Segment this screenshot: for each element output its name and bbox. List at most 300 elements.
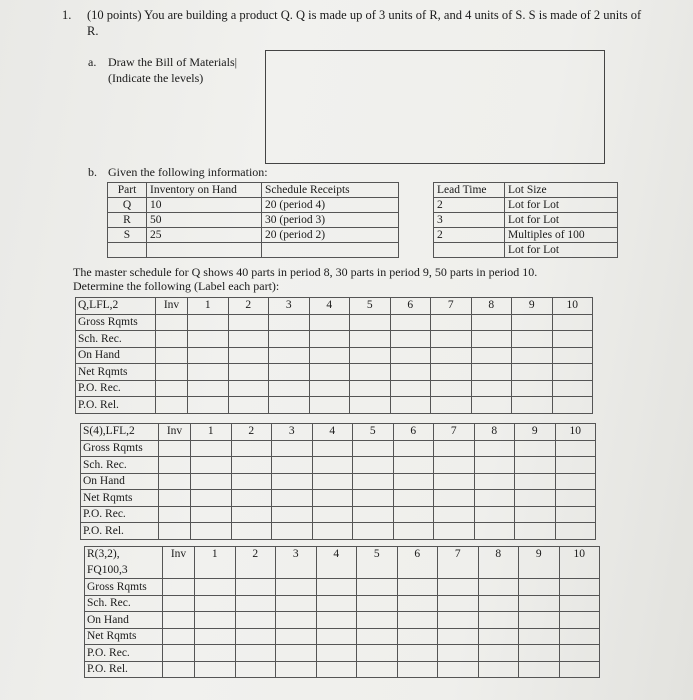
part-a-line1: Draw the Bill of Materials| [108,55,238,69]
mrp-period-cell[interactable] [350,331,391,348]
info-header-cell: Lot Size [505,183,618,198]
mrp-period-header: 10 [552,298,593,315]
mrp-period-header: 2 [235,547,276,579]
info-row [108,198,618,213]
mrp-period-header: 5 [357,547,398,579]
mrp-period-header: 10 [559,547,600,579]
mrp-period-cell[interactable] [390,331,431,348]
mrp-period-header: 4 [309,298,350,315]
mrp-period-cell[interactable] [390,347,431,364]
info-cell: 20 (period 4) [262,198,399,213]
mrp-period-cell[interactable] [559,661,600,678]
info-cell: Q [108,198,147,213]
mrp-period-cell[interactable] [434,523,475,540]
mrp-period-cell[interactable] [559,628,600,645]
mrp-period-cell[interactable] [559,612,600,629]
mrp-period-header: 7 [438,547,479,579]
mrp-row [85,661,600,678]
mrp-period-cell[interactable] [478,645,519,662]
mrp-period-cell[interactable] [231,490,272,507]
mrp-row-label: P.O. Rec. [85,645,163,662]
mrp-period-cell[interactable] [231,457,272,474]
mrp-period-cell[interactable] [474,506,515,523]
mrp-row [81,473,596,490]
mrp-period-cell[interactable] [188,397,229,414]
mrp-period-cell[interactable] [393,490,434,507]
mrp-period-cell[interactable] [357,628,398,645]
info-cell: Multiples of 100 [505,228,618,243]
info-spacer [399,198,434,213]
mrp-period-cell[interactable] [276,579,317,596]
mrp-period-cell[interactable] [515,457,556,474]
mrp-inv-header: Inv [159,424,191,441]
mrp-period-cell[interactable] [552,397,593,414]
mrp-period-cell[interactable] [474,473,515,490]
mrp-row-label: On Hand [81,473,159,490]
info-cell: R [108,213,147,228]
info-cell [262,243,399,258]
mrp-period-cell[interactable] [555,490,596,507]
mrp-period-header: 9 [512,298,553,315]
mrp-row [76,380,593,397]
mrp-row [81,506,596,523]
mrp-period-cell[interactable] [235,628,276,645]
mrp-row [85,612,600,629]
mrp-period-cell[interactable] [269,331,310,348]
mrp-period-cell[interactable] [235,579,276,596]
mrp-period-cell[interactable] [309,397,350,414]
mrp-period-cell[interactable] [512,314,553,331]
mrp-period-cell[interactable] [393,440,434,457]
mrp-header-row [76,298,593,315]
mrp-inv-cell[interactable] [163,661,195,678]
mrp-period-cell[interactable] [188,314,229,331]
mrp-period-cell[interactable] [438,579,479,596]
mrp-period-cell[interactable] [231,473,272,490]
mrp-period-cell[interactable] [191,457,232,474]
mrp-period-cell[interactable] [269,397,310,414]
mrp-period-cell[interactable] [316,628,357,645]
mrp-period-cell[interactable] [438,628,479,645]
mrp-inv-header: Inv [156,298,188,315]
info-cell: 10 [147,198,262,213]
mrp-period-cell[interactable] [397,645,438,662]
mrp-period-header: 9 [515,424,556,441]
mrp-period-cell[interactable] [353,440,394,457]
mrp-period-cell[interactable] [235,645,276,662]
mrp-period-cell[interactable] [272,440,313,457]
mrp-period-cell[interactable] [269,380,310,397]
mrp-period-header: 8 [478,547,519,579]
mrp-period-cell[interactable] [397,661,438,678]
mrp-period-cell[interactable] [276,612,317,629]
info-cell: 25 [147,228,262,243]
mrp-period-cell[interactable] [393,473,434,490]
mrp-inv-cell[interactable] [156,364,188,381]
mrp-period-cell[interactable] [552,314,593,331]
mrp-period-cell[interactable] [512,331,553,348]
mrp-row [81,523,596,540]
info-header-cell: Lead Time [434,183,505,198]
info-cell: Lot for Lot [505,198,618,213]
mrp-period-header: 2 [231,424,272,441]
mrp-period-cell[interactable] [519,595,560,612]
info-cell [108,243,147,258]
mrp-period-cell[interactable] [316,612,357,629]
mrp-period-cell[interactable] [552,331,593,348]
mrp-title: R(3,2), [87,548,120,560]
part-a-line2: (Indicate the levels) [108,71,204,85]
mrp-period-cell[interactable] [471,347,512,364]
mrp-row [76,397,593,414]
mrp-inv-cell[interactable] [159,440,191,457]
mrp-period-cell[interactable] [555,506,596,523]
info-cell: 20 (period 2) [262,228,399,243]
mrp-inv-cell[interactable] [159,473,191,490]
mrp-period-cell[interactable] [191,506,232,523]
part-a-label: a. [88,55,97,69]
mrp-row [85,628,600,645]
mrp-row-label: P.O. Rel. [81,523,159,540]
mrp-period-cell[interactable] [350,347,391,364]
mrp-period-cell[interactable] [353,457,394,474]
mrp-period-cell[interactable] [276,628,317,645]
mrp-period-cell[interactable] [357,645,398,662]
mrp-period-header: 3 [272,424,313,441]
mrp-period-cell[interactable] [397,612,438,629]
mrp-inv-cell[interactable] [159,457,191,474]
mrp-period-cell[interactable] [272,506,313,523]
mrp-period-cell[interactable] [474,457,515,474]
mrp-period-cell[interactable] [276,595,317,612]
mrp-period-cell[interactable] [195,628,236,645]
info-row [108,243,618,258]
mrp-period-cell[interactable] [471,314,512,331]
mrp-period-cell[interactable] [390,314,431,331]
mrp-period-cell[interactable] [353,490,394,507]
mrp-period-cell[interactable] [512,397,553,414]
mrp-inv-cell[interactable] [156,331,188,348]
mrp-period-cell[interactable] [312,473,353,490]
mrp-period-cell[interactable] [353,473,394,490]
mrp-period-cell[interactable] [478,579,519,596]
mrp-inv-cell[interactable] [156,380,188,397]
mrp-period-cell[interactable] [438,645,479,662]
mrp-title-cell [81,424,159,441]
mrp-period-cell[interactable] [316,595,357,612]
question-number: 1. [62,8,72,22]
mrp-period-cell[interactable] [438,661,479,678]
mrp-table [84,546,600,678]
info-cell [434,243,505,258]
mrp-period-cell[interactable] [188,347,229,364]
mrp-period-cell[interactable] [188,380,229,397]
mrp-inv-cell[interactable] [156,347,188,364]
mrp-period-header: 6 [393,424,434,441]
mrp-period-cell[interactable] [438,595,479,612]
mrp-period-cell[interactable] [195,645,236,662]
mrp-period-cell[interactable] [228,331,269,348]
mrp-period-cell[interactable] [555,457,596,474]
mrp-period-cell[interactable] [559,595,600,612]
mrp-inv-cell[interactable] [159,506,191,523]
mrp-row-label: Sch. Rec. [85,595,163,612]
mrp-period-cell[interactable] [276,661,317,678]
info-table [107,182,618,258]
mrp-inv-cell[interactable] [163,628,195,645]
mrp-period-cell[interactable] [228,397,269,414]
mrp-row-label: Net Rqmts [81,490,159,507]
mrp-inv-cell[interactable] [163,579,195,596]
master-schedule-text [73,265,673,293]
mrp-period-cell[interactable] [390,380,431,397]
mrp-period-cell[interactable] [191,523,232,540]
mrp-period-cell[interactable] [471,380,512,397]
mrp-period-cell[interactable] [195,595,236,612]
mrp-period-cell[interactable] [316,661,357,678]
mrp-period-cell[interactable] [272,523,313,540]
mrp-period-cell[interactable] [555,523,596,540]
mrp-period-header: 3 [276,547,317,579]
mrp-row [85,579,600,596]
mrp-row-label: Sch. Rec. [76,331,156,348]
mrp-period-cell[interactable] [515,473,556,490]
mrp-period-cell[interactable] [228,380,269,397]
mrp-table [80,423,596,540]
mrp-inv-cell[interactable] [159,490,191,507]
mrp-title: S(4),LFL,2 [83,425,135,437]
mrp-inv-cell[interactable] [163,595,195,612]
mrp-period-cell[interactable] [552,380,593,397]
mrp-period-cell[interactable] [357,595,398,612]
mrp-period-cell[interactable] [431,380,472,397]
mrp-period-cell[interactable] [431,331,472,348]
mrp-period-cell[interactable] [519,661,560,678]
mrp-period-cell[interactable] [474,490,515,507]
mrp-inv-cell[interactable] [163,612,195,629]
info-spacer [399,228,434,243]
mrp-period-cell[interactable] [353,523,394,540]
info-cell: Lot for Lot [505,213,618,228]
mrp-period-cell[interactable] [390,397,431,414]
mrp-period-cell[interactable] [312,440,353,457]
master-schedule-line1: The master schedule for Q shows 40 parts in period 8, 30 parts in period 9, 50 parts in period 10. [73,265,538,279]
mrp-period-cell[interactable] [431,347,472,364]
mrp-period-cell[interactable] [434,490,475,507]
mrp-table [75,297,593,414]
mrp-period-cell[interactable] [431,364,472,381]
mrp-row [81,490,596,507]
info-cell: Lot for Lot [505,243,618,258]
mrp-period-cell[interactable] [552,364,593,381]
mrp-period-cell[interactable] [231,440,272,457]
part-b-line1: Given the following information: [108,165,268,179]
mrp-period-cell[interactable] [195,661,236,678]
mrp-period-cell[interactable] [350,314,391,331]
info-cell: 30 (period 3) [262,213,399,228]
mrp-period-cell[interactable] [431,397,472,414]
mrp-row-label: Sch. Rec. [81,457,159,474]
mrp-period-header: 4 [312,424,353,441]
mrp-period-cell[interactable] [478,612,519,629]
mrp-period-cell[interactable] [357,612,398,629]
mrp-period-cell[interactable] [191,473,232,490]
info-cell: 2 [434,228,505,243]
mrp-period-cell[interactable] [312,506,353,523]
mrp-period-cell[interactable] [434,506,475,523]
mrp-period-cell[interactable] [471,397,512,414]
mrp-period-cell[interactable] [393,506,434,523]
mrp-period-cell[interactable] [438,612,479,629]
mrp-period-cell[interactable] [272,473,313,490]
mrp-row-label: On Hand [85,612,163,629]
mrp-period-cell[interactable] [235,612,276,629]
mrp-period-cell[interactable] [552,347,593,364]
mrp-title-cell [76,298,156,315]
question-text: (10 points) You are building a product Q. Q is made up of 3 units of R, and 4 units of S. S is made of 2 units of R. [87,8,642,38]
mrp-period-cell[interactable] [559,579,600,596]
mrp-period-cell[interactable] [478,628,519,645]
mrp-period-cell[interactable] [555,440,596,457]
mrp-period-cell[interactable] [316,579,357,596]
mrp-period-cell[interactable] [393,457,434,474]
mrp-period-cell[interactable] [312,490,353,507]
mrp-period-cell[interactable] [316,645,357,662]
mrp-inv-cell[interactable] [156,314,188,331]
mrp-period-header: 10 [555,424,596,441]
mrp-period-header: 5 [353,424,394,441]
mrp-row [76,331,593,348]
mrp-period-cell[interactable] [188,364,229,381]
mrp-period-cell[interactable] [195,612,236,629]
mrp-period-cell[interactable] [519,645,560,662]
mrp-period-cell[interactable] [512,380,553,397]
mrp-header-row [81,424,596,441]
mrp-period-cell[interactable] [350,397,391,414]
mrp-period-cell[interactable] [309,347,350,364]
mrp-inv-cell[interactable] [159,523,191,540]
mrp-period-cell[interactable] [434,457,475,474]
mrp-row [76,347,593,364]
mrp-period-cell[interactable] [235,595,276,612]
mrp-period-cell[interactable] [471,364,512,381]
mrp-period-cell[interactable] [235,661,276,678]
mrp-period-cell[interactable] [312,523,353,540]
mrp-period-header: 8 [474,424,515,441]
mrp-period-cell[interactable] [478,661,519,678]
mrp-row-label: Gross Rqmts [85,579,163,596]
mrp-period-cell[interactable] [309,331,350,348]
mrp-period-cell[interactable] [478,595,519,612]
mrp-period-cell[interactable] [191,440,232,457]
mrp-period-cell[interactable] [276,645,317,662]
mrp-period-cell[interactable] [350,364,391,381]
info-spacer [399,183,434,198]
mrp-row [81,457,596,474]
mrp-period-cell[interactable] [228,347,269,364]
mrp-period-cell[interactable] [228,314,269,331]
mrp-period-cell[interactable] [397,628,438,645]
info-cell: 3 [434,213,505,228]
mrp-period-cell[interactable] [272,490,313,507]
mrp-row-label: Net Rqmts [76,364,156,381]
mrp-period-cell[interactable] [512,364,553,381]
mrp-row-label: P.O. Rec. [81,506,159,523]
mrp-title-cell [85,547,163,579]
mrp-period-cell[interactable] [559,645,600,662]
bom-answer-box[interactable] [265,50,605,164]
mrp-period-cell[interactable] [515,523,556,540]
mrp-period-cell[interactable] [471,331,512,348]
mrp-period-cell[interactable] [474,440,515,457]
mrp-period-cell[interactable] [195,579,236,596]
mrp-period-cell[interactable] [357,661,398,678]
mrp-inv-cell[interactable] [156,397,188,414]
mrp-period-cell[interactable] [515,490,556,507]
mrp-period-header: 1 [188,298,229,315]
info-header-cell: Part [108,183,147,198]
mrp-period-cell[interactable] [269,364,310,381]
mrp-period-cell[interactable] [519,579,560,596]
mrp-period-cell[interactable] [434,473,475,490]
mrp-period-cell[interactable] [397,595,438,612]
mrp-period-cell[interactable] [231,506,272,523]
mrp-period-cell[interactable] [515,440,556,457]
mrp-inv-cell[interactable] [163,645,195,662]
mrp-period-cell[interactable] [309,364,350,381]
mrp-period-header: 8 [471,298,512,315]
mrp-period-cell[interactable] [312,457,353,474]
info-spacer [399,213,434,228]
mrp-period-cell[interactable] [350,380,391,397]
mrp-period-header: 4 [316,547,357,579]
info-header-cell: Inventory on Hand [147,183,262,198]
mrp-period-cell[interactable] [357,579,398,596]
mrp-period-cell[interactable] [188,331,229,348]
mrp-period-cell[interactable] [431,314,472,331]
mrp-period-header: 1 [195,547,236,579]
mrp-period-cell[interactable] [231,523,272,540]
mrp-period-cell[interactable] [512,347,553,364]
mrp-row [85,595,600,612]
mrp-row [85,645,600,662]
mrp-period-cell[interactable] [269,314,310,331]
mrp-period-cell[interactable] [474,523,515,540]
mrp-period-cell[interactable] [393,523,434,540]
mrp-row-label: P.O. Rel. [85,661,163,678]
mrp-period-header: 5 [350,298,391,315]
mrp-period-cell[interactable] [519,612,560,629]
mrp-period-cell[interactable] [555,473,596,490]
mrp-period-cell[interactable] [269,347,310,364]
mrp-period-cell[interactable] [309,314,350,331]
mrp-period-cell[interactable] [515,506,556,523]
mrp-period-cell[interactable] [353,506,394,523]
mrp-period-cell[interactable] [309,380,350,397]
mrp-period-cell[interactable] [191,490,232,507]
mrp-period-header: 7 [434,424,475,441]
mrp-period-header: 3 [269,298,310,315]
mrp-period-header: 9 [519,547,560,579]
mrp-period-cell[interactable] [272,457,313,474]
info-cell: 50 [147,213,262,228]
mrp-period-cell[interactable] [519,628,560,645]
mrp-period-cell[interactable] [397,579,438,596]
mrp-period-cell[interactable] [434,440,475,457]
mrp-row-label: P.O. Rel. [76,397,156,414]
mrp-period-cell[interactable] [390,364,431,381]
mrp-period-cell[interactable] [228,364,269,381]
